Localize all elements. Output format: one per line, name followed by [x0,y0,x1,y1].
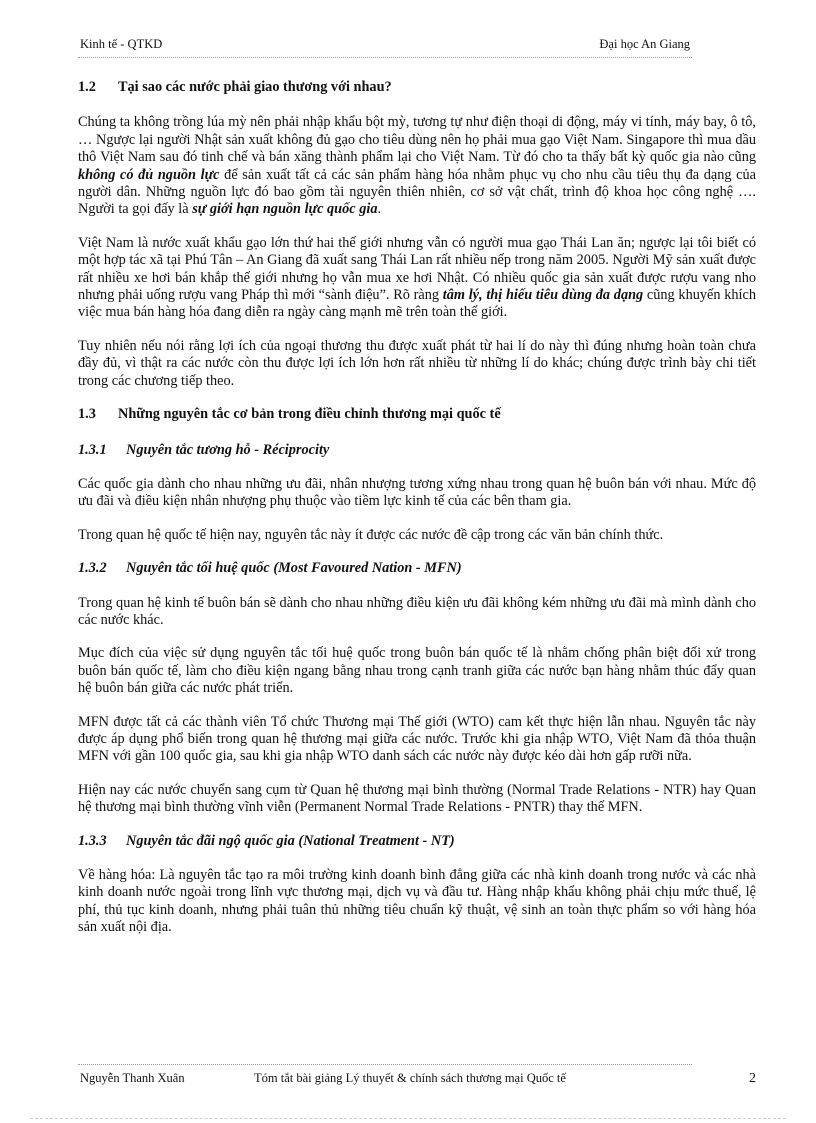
section-number: 1.3 [78,406,96,423]
paragraph: Trong quan hệ kinh tế buôn bán sẽ dành cho nhau những điều kiện ưu đãi không kém những ưu đãi mà mình dành cho các nước khác. [78,594,756,628]
paragraph: Hiện nay các nước chuyển sang cụm từ Quan hệ thương mại bình thường (Normal Trade Relations - NTR) hay Quan hệ thương mại bình thường vĩnh viễn (Permanent Normal Trade Relations - PNTR) thay thế MFN. [78,781,756,816]
paragraph: MFN được tất cả các thành viên Tổ chức Thương mại Thế giới (WTO) cam kết thực hiện lẫn nhau. Nguyên tắc này được áp dụng phổ biến trong quan hệ thương mại giữa các nước. Trước khi gia nhập WTO, Việt Nam đã thỏa thuận MFN với gần 100 quốc gia, sau khi gia nhập WTO danh sách các nước này được kéo dài hơn gấp rưỡi nữa. [78,713,756,765]
paragraph: Trong quan hệ quốc tế hiện nay, nguyên tắc này ít được các nước đề cập trong các văn bản chính thức. [78,526,664,543]
paragraph: Tuy nhiên nếu nói rằng lợi ích của ngoại thương thu được xuất phát từ hai lí do này thì đúng nhưng hoàn toàn chưa đầy đủ, vì thật ra các nước còn thu được lợi ích lớn hơn rất nhiều từ những lí do khác; chúng được trình bày chi tiết trong các chương tiếp theo. [78,337,756,389]
section-heading-1-2 [78,79,756,96]
paragraph: Mục đích của việc sử dụng nguyên tắc tối huệ quốc trong buôn bán quốc tế là nhằm chống phân biệt đối xử trong buôn bán quốc tế, làm cho điều kiện ngang bằng nhau trong cạnh tranh giữa các nước bạn hàng nhằm thúc đẩy quan hệ buôn bán giữa các nước phát triển. [78,645,756,697]
emphasis: tâm lý, thị hiếu tiêu dùng đa dạng [442,287,644,304]
section-heading-1-3 [78,406,756,423]
subsection-heading-1-3-3 [78,833,756,850]
page-number: 2 [749,1071,756,1086]
header-left: Kinh tế - QTKD [80,37,163,51]
paragraph: Việt Nam là nước xuất khẩu gạo lớn thứ hai thế giới nhưng vẫn có người mua gạo Thái Lan ăn; ngược lại tôi biết có một hợp tác xã tại Phú Tân – An Giang đã xuất sang Thái Lan rất nhiều nếp trong năm 2005. Người Mỹ sản xuất được rất nhiều xe hơi bán khắp thế giới nhưng họ vẫn mua xe hơi Nhật. Có nhiều quốc gia sản xuất được rượu vang nho nhưng phải uống rượu vang Pháp thì mới “sành điệu”. Rõ ràng tâm lý, thị hiếu tiêu dùng đa dạng cũng khuyến khích việc mua bán hàng hóa đang diễn ra ngày càng mạnh mẽ trên toàn thế giới. [78,234,756,321]
paragraph: Các quốc gia dành cho nhau những ưu đãi, nhân nhượng tương xứng nhau trong quan hệ buôn bán với nhau. Mức độ ưu đãi và điều kiện nhân nhượng phụ thuộc vào tiềm lực kinh tế của các bên tham gia. [78,475,756,510]
paragraph: Về hàng hóa: Là nguyên tắc tạo ra môi trường kinh doanh bình đẳng giữa các nhà kinh doanh trong nước và các nhà kinh doanh nước ngoài trong lĩnh vực thương mại, dịch vụ và đầu tư. Hàng nhập khẩu không phải chịu mức thuế, lệ phí, thủ tục kinh doanh, nhưng phải tuân thủ những tiêu chuẩn kỹ thuật, vệ sinh an toàn thực phẩm so với hàng hóa sản xuất nội địa. [78,867,756,936]
subsection-title: Nguyên tắc tương hỗ - Réciprocity [126,441,330,458]
footer-author: Nguyễn Thanh Xuân [80,1071,185,1085]
emphasis: sự giới hạn nguồn lực quốc gia [192,201,378,218]
section-title: Những nguyên tắc cơ bản trong điều chỉnh thương mại quốc tế [118,406,501,423]
footer-divider [78,1064,692,1065]
subsection-heading-1-3-2 [78,560,756,577]
subsection-number: 1.3.1 [78,441,107,458]
emphasis: không có đủ nguồn lực [78,166,220,183]
subsection-title: Nguyên tắc tối huệ quốc (Most Favoured Nation - MFN) [126,560,462,577]
subsection-title: Nguyên tắc đãi ngộ quốc gia (National Treatment - NT) [126,832,455,849]
footer-title: Tóm tắt bài giảng Lý thuyết & chính sách thương mại Quốc tế [254,1071,566,1085]
section-number: 1.2 [78,79,96,95]
header-right: Đại học An Giang [599,37,690,51]
subsection-heading-1-3-1 [78,442,756,459]
page-break-line [30,1118,786,1119]
section-title: Tại sao các nước phải giao thương với nhau? [118,79,392,95]
subsection-number: 1.3.2 [78,560,107,577]
paragraph: Chúng ta không trồng lúa mỳ nên phải nhập khẩu bột mỳ, tương tự như điện thoại di động, máy vi tính, máy bay, ô tô, … Ngược lại người Nhật sản xuất không đủ gạo cho tiêu dùng nên họ phải mua gạo Việt Nam. Singapore thì mua dầu thô Việt Nam sau đó tinh chế và bán xăng thành phẩm lại cho Việt Nam. Từ đó cho ta thấy bất kỳ quốc gia nào cũng không có đủ nguồn lực để sản xuất tất cả các sản phẩm hàng hóa nhằm phục vụ cho nhu cầu tiêu thụ đa dạng của người dân. Những nguồn lực đó bao gồm tài nguyên thiên nhiên, cơ sở vật chất, trình độ khoa học công nghệ …. Người ta gọi đấy là sự giới hạn nguồn lực quốc gia. [78,114,756,218]
subsection-number: 1.3.3 [78,832,107,849]
header-divider [78,57,692,58]
page-content [78,79,756,953]
